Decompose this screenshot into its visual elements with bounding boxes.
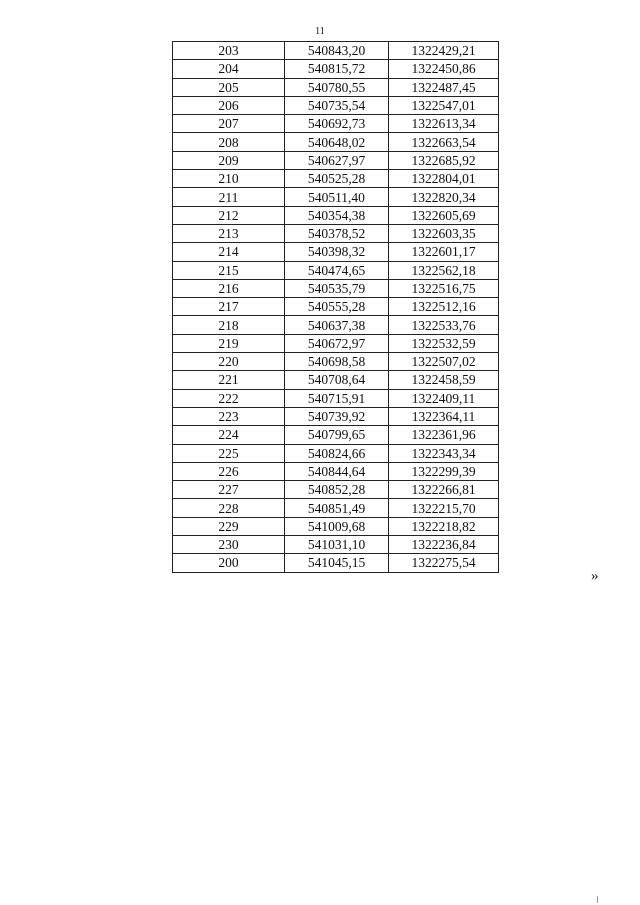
table-row [173,224,499,242]
x-coordinate-cell: 541045,15 [285,554,389,572]
table-row [173,170,499,188]
y-coordinate-cell: 1322663,54 [389,133,499,151]
point-number-cell: 227 [173,481,285,499]
x-coordinate-cell: 540735,54 [285,96,389,114]
point-number-cell: 208 [173,133,285,151]
x-coordinate-cell: 540511,40 [285,188,389,206]
x-coordinate-cell: 540535,79 [285,279,389,297]
table-row [173,371,499,389]
x-coordinate-cell: 540474,65 [285,261,389,279]
point-number-cell: 200 [173,554,285,572]
table-row [173,389,499,407]
table-row [173,407,499,425]
y-coordinate-cell: 1322507,02 [389,353,499,371]
x-coordinate-cell: 540852,28 [285,481,389,499]
y-coordinate-cell: 1322343,34 [389,444,499,462]
x-coordinate-cell: 540525,28 [285,170,389,188]
x-coordinate-cell: 541031,10 [285,536,389,554]
y-coordinate-cell: 1322364,11 [389,407,499,425]
point-number-cell: 205 [173,78,285,96]
x-coordinate-cell: 540815,72 [285,60,389,78]
y-coordinate-cell: 1322487,45 [389,78,499,96]
x-coordinate-cell: 540648,02 [285,133,389,151]
table-row [173,279,499,297]
table-row [173,298,499,316]
point-number-cell: 204 [173,60,285,78]
x-coordinate-cell: 540844,64 [285,462,389,480]
y-coordinate-cell: 1322409,11 [389,389,499,407]
y-coordinate-cell: 1322547,01 [389,96,499,114]
y-coordinate-cell: 1322601,17 [389,243,499,261]
x-coordinate-cell: 541009,68 [285,517,389,535]
table-row [173,151,499,169]
point-number-cell: 220 [173,353,285,371]
point-number-cell: 203 [173,42,285,60]
y-coordinate-cell: 1322605,69 [389,206,499,224]
y-coordinate-cell: 1322613,34 [389,115,499,133]
point-number-cell: 226 [173,462,285,480]
x-coordinate-cell: 540555,28 [285,298,389,316]
x-coordinate-cell: 540692,73 [285,115,389,133]
table-row [173,60,499,78]
table-row [173,462,499,480]
x-coordinate-cell: 540398,32 [285,243,389,261]
point-number-cell: 212 [173,206,285,224]
point-number-cell: 221 [173,371,285,389]
y-coordinate-cell: 1322532,59 [389,334,499,352]
y-coordinate-cell: 1322820,34 [389,188,499,206]
table-row [173,426,499,444]
x-coordinate-cell: 540637,38 [285,316,389,334]
x-coordinate-cell: 540378,52 [285,224,389,242]
table-row [173,243,499,261]
x-coordinate-cell: 540851,49 [285,499,389,517]
table-row [173,78,499,96]
table-row [173,206,499,224]
point-number-cell: 214 [173,243,285,261]
x-coordinate-cell: 540824,66 [285,444,389,462]
y-coordinate-cell: 1322299,39 [389,462,499,480]
y-coordinate-cell: 1322236,84 [389,536,499,554]
coordinates-table [172,41,499,573]
page-number: 11 [315,26,325,37]
point-number-cell: 213 [173,224,285,242]
coordinates-table-body [173,42,499,573]
table-row [173,42,499,60]
point-number-cell: 217 [173,298,285,316]
table-row [173,499,499,517]
closing-quote-mark: » [591,568,599,584]
y-coordinate-cell: 1322562,18 [389,261,499,279]
y-coordinate-cell: 1322516,75 [389,279,499,297]
table-row [173,133,499,151]
table-row [173,334,499,352]
point-number-cell: 215 [173,261,285,279]
y-coordinate-cell: 1322361,96 [389,426,499,444]
y-coordinate-cell: 1322512,16 [389,298,499,316]
x-coordinate-cell: 540780,55 [285,78,389,96]
point-number-cell: 207 [173,115,285,133]
y-coordinate-cell: 1322685,92 [389,151,499,169]
table-row [173,261,499,279]
table-row [173,316,499,334]
y-coordinate-cell: 1322266,81 [389,481,499,499]
table-row [173,517,499,535]
y-coordinate-cell: 1322458,59 [389,371,499,389]
x-coordinate-cell: 540672,97 [285,334,389,352]
x-coordinate-cell: 540799,65 [285,426,389,444]
y-coordinate-cell: 1322215,70 [389,499,499,517]
y-coordinate-cell: 1322429,21 [389,42,499,60]
point-number-cell: 225 [173,444,285,462]
table-row [173,188,499,206]
point-number-cell: 230 [173,536,285,554]
point-number-cell: 229 [173,517,285,535]
table-row [173,481,499,499]
point-number-cell: 224 [173,426,285,444]
y-coordinate-cell: 1322450,86 [389,60,499,78]
point-number-cell: 209 [173,151,285,169]
y-coordinate-cell: 1322275,54 [389,554,499,572]
point-number-cell: 218 [173,316,285,334]
table-row [173,536,499,554]
table-row [173,96,499,114]
x-coordinate-cell: 540698,58 [285,353,389,371]
point-number-cell: 206 [173,96,285,114]
y-coordinate-cell: 1322603,35 [389,224,499,242]
x-coordinate-cell: 540354,38 [285,206,389,224]
x-coordinate-cell: 540739,92 [285,407,389,425]
table-row [173,115,499,133]
point-number-cell: 211 [173,188,285,206]
table-row [173,554,499,572]
table-row [173,444,499,462]
x-coordinate-cell: 540708,64 [285,371,389,389]
x-coordinate-cell: 540627,97 [285,151,389,169]
point-number-cell: 216 [173,279,285,297]
x-coordinate-cell: 540715,91 [285,389,389,407]
point-number-cell: 219 [173,334,285,352]
point-number-cell: 223 [173,407,285,425]
y-coordinate-cell: 1322218,82 [389,517,499,535]
y-coordinate-cell: 1322533,76 [389,316,499,334]
point-number-cell: 222 [173,389,285,407]
scan-edge-mark [597,896,598,903]
point-number-cell: 228 [173,499,285,517]
point-number-cell: 210 [173,170,285,188]
table-row [173,353,499,371]
x-coordinate-cell: 540843,20 [285,42,389,60]
y-coordinate-cell: 1322804,01 [389,170,499,188]
